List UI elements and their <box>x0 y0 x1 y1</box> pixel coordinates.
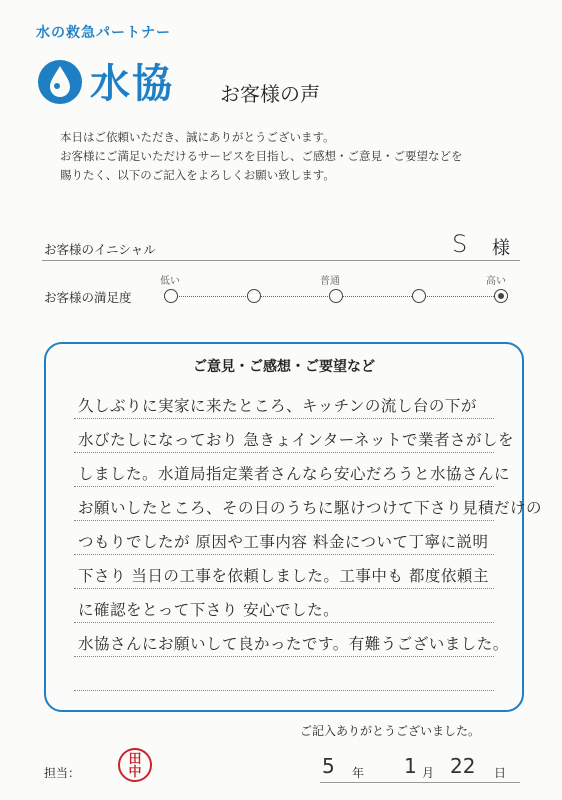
satisfaction-radio-3[interactable] <box>329 289 343 303</box>
intro-line: 本日はご依頼いただき、誠にありがとうございます。 <box>60 130 335 144</box>
brand-logo-text: 水協 <box>90 60 174 107</box>
initial-field[interactable] <box>42 230 520 261</box>
water-drop-logo-icon <box>36 58 84 106</box>
comment-rule-line <box>74 452 494 453</box>
comment-rule-line <box>74 622 494 623</box>
scale-label-high: 高い <box>486 276 506 287</box>
comment-rule-line <box>74 588 494 589</box>
scale-label-mid: 普通 <box>320 276 340 287</box>
satisfaction-radio-2[interactable] <box>247 289 261 303</box>
initial-label: お客様のイニシャル <box>44 242 156 257</box>
brand-tagline: 水の救急パートナー <box>36 25 171 41</box>
satisfaction-radio-1[interactable] <box>164 289 178 303</box>
comment-box-title: ご意見・ご感想・ご要望など <box>193 359 375 375</box>
staff-seal-stamp: 田 中 <box>118 748 152 782</box>
date-month-unit: 月 <box>422 766 435 780</box>
satisfaction-label: お客様の満足度 <box>44 290 132 305</box>
page-title: お客様の声 <box>220 82 320 106</box>
comment-rule-line <box>74 656 494 657</box>
comment-rule-line <box>74 520 494 521</box>
date-day: 22 <box>450 754 476 778</box>
scale-label-low: 低い <box>160 276 180 287</box>
comment-line-text: つもりでしたが 原因や工事内容 料金について丁寧に説明 <box>78 533 489 551</box>
comment-rule-line <box>74 486 494 487</box>
closing-message: ご記入ありがとうございました。 <box>300 724 481 738</box>
comment-line-text: 水びたしになっており 急きょインターネットで業者さがしを <box>78 431 515 449</box>
intro-text <box>60 128 530 185</box>
comment-rule-line <box>74 554 494 555</box>
intro-line: お客様にご満足いただけるサービスを目指し、ご感想・ご意見・ご要望などを <box>60 149 463 163</box>
initial-value: S <box>452 230 468 258</box>
date-day-unit: 日 <box>494 766 507 780</box>
comment-line-text: しました。水道局指定業者さんなら安心だろうと水協さんに <box>78 465 511 483</box>
comment-rule-line <box>74 418 494 419</box>
date-underline <box>320 782 520 783</box>
intro-line: 賜りたく、以下のご記入をよろしくお願い致します。 <box>60 168 335 182</box>
comment-line-text: お願いしたところ、その日のうちに駆けつけて下さり見積だけの <box>78 499 543 517</box>
staff-label: 担当： <box>44 766 81 780</box>
comment-line-text: に確認をとって下さり 安心でした。 <box>78 601 340 619</box>
comment-line-text: 久しぶりに実家に来たところ、キッチンの流し台の下が <box>78 397 477 415</box>
comment-box[interactable] <box>44 342 543 712</box>
date-month: 1 <box>404 754 417 778</box>
honorific: 様 <box>492 238 510 259</box>
comment-rule-line <box>74 690 494 691</box>
satisfaction-radio-5[interactable] <box>494 289 508 303</box>
date-year: 5 <box>322 754 335 778</box>
date-year-unit: 年 <box>352 766 365 780</box>
comment-line-text: 下さり 当日の工事を依頼しました。工事中も 都度依頼主 <box>78 567 489 585</box>
satisfaction-radio-4[interactable] <box>412 289 426 303</box>
comment-line-text: 水協さんにお願いして良かったです。有難うございました。 <box>78 635 509 653</box>
